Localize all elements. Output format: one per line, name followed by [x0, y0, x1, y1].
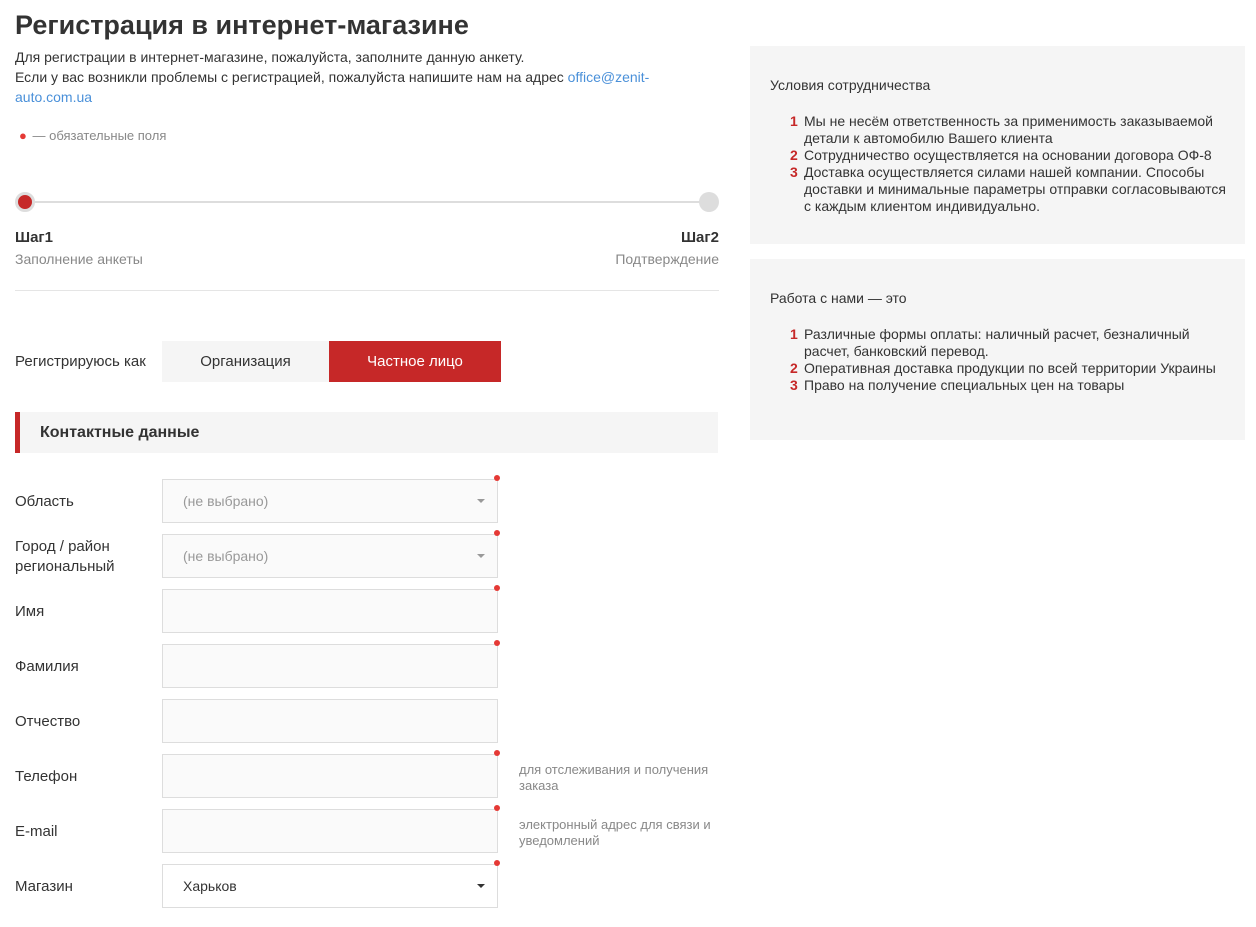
step-1-label: Шаг1 [15, 229, 54, 246]
last-name-label: Фамилия [15, 658, 79, 675]
register-as-group [15, 341, 719, 382]
first-name-field [15, 589, 719, 633]
register-as-label: Регистрируюсь как [15, 353, 146, 370]
intro-line-1: Для регистрации в интернет-магазине, пожалуйста, заполните данную анкету. [15, 49, 525, 65]
store-select[interactable] [162, 864, 498, 908]
first-name-label: Имя [15, 603, 45, 620]
required-note-text: — обязательные поля [32, 128, 167, 143]
store-select-value: Харьков [183, 878, 237, 894]
region-field [15, 479, 719, 523]
last-name-input[interactable] [162, 644, 498, 688]
step-2-sub: Подтверждение [615, 251, 719, 267]
list-item: 1 Различные формы оплаты: наличный расчет, безналичный расчет, банковский перевод. [790, 326, 1190, 359]
email-hint: электронный адрес для связи и уведомлений [519, 817, 711, 848]
intro-text [15, 47, 695, 107]
step-progress-line [25, 201, 709, 203]
list-item: 2 Оперативная доставка продукции по всей территории Украины [790, 360, 1216, 376]
required-indicator [494, 475, 500, 481]
intro-line-2-text: Если у вас возникли проблемы с регистрацией, пожалуйста напишите нам на адрес [15, 69, 568, 85]
contact-section-header [15, 412, 718, 453]
region-select[interactable] [162, 479, 498, 523]
terms-title: Условия сотрудничества [770, 77, 931, 93]
region-label: Область [15, 493, 74, 510]
list-item: 3 Право на получение специальных цен на товары [790, 377, 1125, 393]
phone-input[interactable] [162, 754, 498, 798]
required-indicator [494, 640, 500, 646]
phone-field [15, 754, 719, 798]
terms-panel [750, 46, 1245, 244]
required-indicator [494, 530, 500, 536]
page-title: Регистрация в интернет-магазине [15, 10, 469, 40]
store-field [15, 864, 719, 908]
terms-list [770, 113, 1230, 215]
required-indicator [494, 805, 500, 811]
city-field [15, 534, 719, 578]
benefits-list [770, 326, 1230, 394]
chevron-down-icon [477, 554, 485, 558]
benefits-title: Работа с нами — это [770, 290, 907, 306]
city-label: Город / район региональный [15, 538, 115, 575]
support-email-link[interactable]: office@zenit-auto.com.ua [15, 69, 650, 105]
middle-name-field [15, 699, 719, 743]
organization-button[interactable]: Организация [162, 341, 329, 382]
list-item: 3 Доставка осуществляется силами нашей компании. Способы доставки и минимальные параметры отправки согласовываются с каждым клиентом индивидуально. [790, 164, 1226, 214]
chevron-down-icon [477, 499, 485, 503]
last-name-field [15, 644, 719, 688]
first-name-input[interactable] [162, 589, 498, 633]
required-dot-icon: ● [19, 128, 27, 143]
email-input[interactable] [162, 809, 498, 853]
required-indicator [494, 585, 500, 591]
step-2-indicator [699, 192, 719, 212]
benefits-panel [750, 259, 1245, 440]
phone-label: Телефон [15, 768, 78, 785]
phone-hint: для отслеживания и получения заказа [519, 762, 709, 793]
city-select-value: (не выбрано) [183, 548, 269, 564]
store-label: Магазин [15, 878, 73, 895]
list-item: 1 Мы не несём ответственность за применимость заказываемой детали к автомобилю Вашего клиента [790, 113, 1213, 146]
step-1-sub: Заполнение анкеты [15, 251, 143, 267]
step-progress [15, 192, 719, 212]
middle-name-input[interactable] [162, 699, 498, 743]
intro-line-2 [15, 67, 695, 107]
middle-name-label: Отчество [15, 713, 81, 730]
step-2-label: Шаг2 [680, 229, 719, 246]
required-indicator [494, 750, 500, 756]
chevron-down-icon [477, 884, 485, 888]
region-select-value: (не выбрано) [183, 493, 269, 509]
section-title: Контактные данные [40, 424, 200, 441]
list-item: 2 Сотрудничество осуществляется на основании договора ОФ-8 [790, 147, 1212, 163]
email-label: E-mail [15, 823, 58, 840]
private-person-button[interactable]: Частное лицо [329, 341, 501, 382]
email-field [15, 809, 719, 853]
divider [15, 290, 719, 291]
required-indicator [494, 860, 500, 866]
city-select[interactable] [162, 534, 498, 578]
required-fields-note [19, 128, 166, 143]
step-1-indicator [15, 192, 35, 212]
